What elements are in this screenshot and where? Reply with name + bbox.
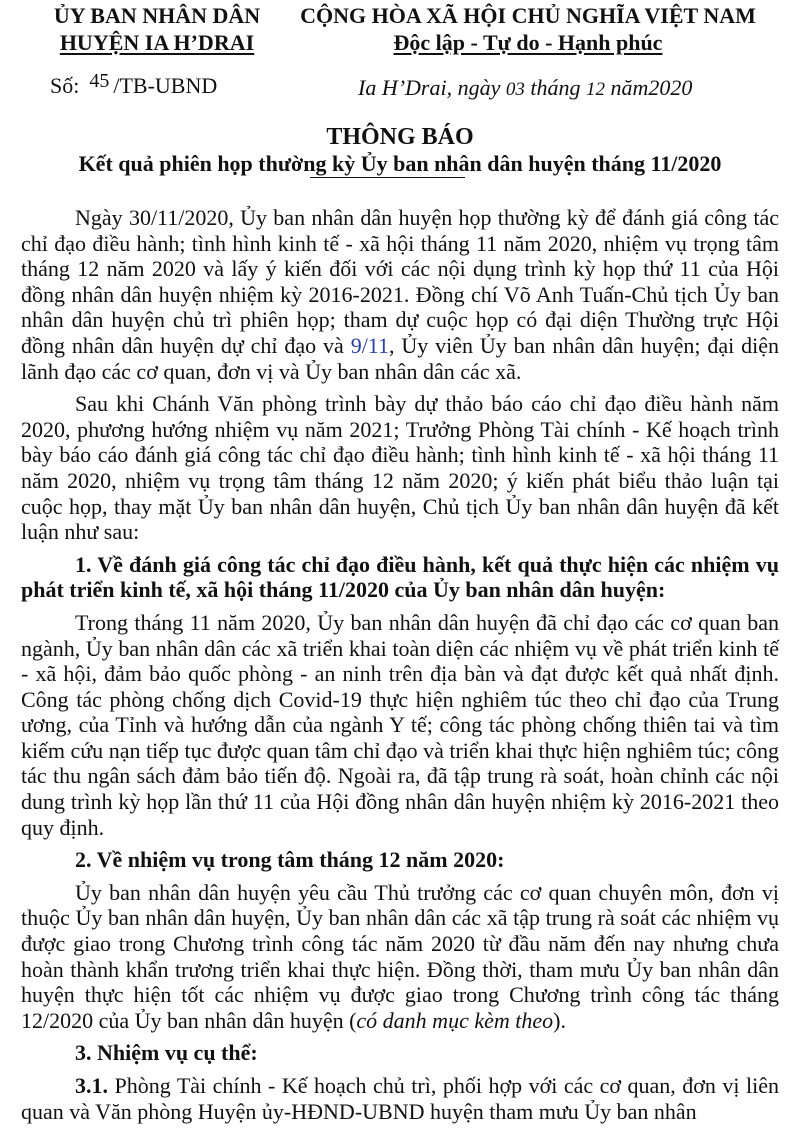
paragraph-section-2-italic: có danh mục kèm theo — [356, 1007, 554, 1033]
section-heading-3: 3. Nhiệm vụ cụ thể: — [75, 1040, 258, 1066]
dateline-day: 03 — [505, 79, 525, 100]
paragraph-section-2 — [21, 880, 779, 1034]
paragraph-3-1 — [21, 1073, 779, 1124]
subtitle-underline — [310, 177, 465, 178]
org-line-1: ỦY BAN NHÂN DÂN — [53, 3, 261, 28]
doc-number-label: Số: — [50, 73, 80, 98]
org-line-2: HUYỆN IA H’DRAI — [59, 30, 255, 55]
paragraph-section-1: Trong tháng 11 năm 2020, Ủy ban nhân dân huyện đã chỉ đạo các cơ quan ban ngành, Ủy ban nhân dân các xã triển khai toàn diện các nhiệm vụ về phát triển kinh tế - xã hội, đảm bảo quốc phòng - an ninh trên địa bàn và đạt được kết quả nhất định. Công tác phòng chống dịch Covid-19 thực hiện nghiêm túc theo chỉ đạo của Trung ương, của Tỉnh và hướng dẫn của ngành Y tế; công tác phòng chống thiên tai và tìm kiếm cứu nạn tiếp tục được quan tâm chỉ đạo và triển khai thực hiện nghiêm túc; công tác thu ngân sách đảm bảo tiến độ. Ngoài ra, đã tập trung rà soát, hoàn chỉnh các nội dung trình kỳ họp lần thứ 11 của Hội đồng nhân dân huyện nhiệm kỳ 2016-2021 theo quy định. — [21, 609, 779, 840]
document-body — [21, 205, 779, 1131]
paragraph-intro — [21, 205, 779, 384]
dateline-mid: tháng — [524, 75, 586, 100]
paragraph-section-2-text-a: Ủy ban nhân dân huyện yêu cầu Thủ trưởng các cơ quan chuyên môn, đơn vị thuộc Ủy ban nhân dân huyện, Ủy ban nhân dân các xã tập trung rà soát các nhiệm vụ được giao trong Chương trình công tác năm 2020 từ đầu năm đến nay nhưng chưa hoàn thành khẩn trương triển khai thực hiện. Đồng thời, tham mưu Ủy ban nhân dân huyện thực hiện tốt các nhiệm vụ được giao trong Chương trình công tác tháng 12/2020 của Ủy ban nhân dân huyện ( — [21, 879, 779, 1033]
doc-number-value: 45 — [89, 70, 110, 92]
national-motto — [278, 2, 778, 56]
section-heading-1: 1. Về đánh giá công tác chỉ đạo điều hành, kết quả thực hiện các nhiệm vụ phát triển kinh tế, xã hội tháng 11/2020 của Ủy ban nhân dân huyện: — [21, 551, 779, 603]
paragraph-intro-text-b: , Ủy viên Ủy ban nhân dân huyện; đại diện lãnh đạo các cơ quan, đơn vị và Ủy ban nhân dân các xã. — [21, 332, 780, 384]
dateline-year: năm2020 — [605, 75, 693, 100]
paragraph-3-1-label: 3.1. — [75, 1073, 108, 1098]
doc-number-code: /TB-UBND — [113, 73, 218, 98]
dateline — [358, 75, 692, 101]
document-title: THÔNG BÁO — [326, 124, 474, 150]
issuing-organization — [22, 2, 292, 56]
document-number — [50, 72, 217, 101]
nation-line-1: CỘNG HÒA XÃ HỘI CHỦ NGHĨA VIỆT NAM — [300, 3, 756, 28]
dateline-place: Ia H’Drai, ngày — [358, 75, 506, 100]
section-heading-2: 2. Về nhiệm vụ trong tâm tháng 12 năm 2020: — [75, 847, 505, 873]
document-subtitle: Kết quả phiên họp thường kỳ Ủy ban nhân dân huyện tháng 11/2020 — [78, 151, 722, 176]
paragraph-intro-text-a: Ngày 30/11/2020, Ủy ban nhân dân huyện họp thường kỳ để đánh giá công tác chỉ đạo điều hành; tình hình kinh tế - xã hội tháng 11 năm 2020, nhiệm vụ trọng tâm tháng 12 năm 2020 và lấy ý kiến đối với các nội dụng trình kỳ họp thứ 11 của Hội đồng nhân dân huyện nhiệm kỳ 2016-2021. Đồng chí Võ Anh Tuấn-Chủ tịch Ủy ban nhân dân huyện chủ trì phiên họp; tham dự cuộc họp có đại diện Thường trực Hội đồng nhân dân huyện dự chỉ đạo và — [21, 205, 779, 358]
reference-link: 9/11 — [350, 332, 389, 358]
paragraph-context: Sau khi Chánh Văn phòng trình bày dự thảo báo cáo chỉ đạo điều hành năm 2020, phương hướng nhiệm vụ năm 2021; Trưởng Phòng Tài chính - Kế hoạch trình bày báo cáo đánh giá công tác chỉ đạo điều hành; tình hình kinh tế - xã hội tháng 11 năm 2020, nhiệm vụ trọng tâm tháng 12 năm 2020; ý kiến phát biểu thảo luận tại cuộc họp, thay mặt Ủy ban nhân dân huyện, Chủ tịch Ủy ban nhân dân huyện đã kết luận như sau: — [21, 391, 779, 545]
nation-line-2: Độc lập - Tự do - Hạnh phúc — [393, 30, 663, 55]
paragraph-3-1-text: Phòng Tài chính - Kế hoạch chủ trì, phối hợp với các cơ quan, đơn vị liên quan và Văn phòng Huyện ủy-HĐND-UBND huyện tham mưu Ủy ban nhân — [21, 1073, 779, 1124]
paragraph-section-2-text-b: ). — [553, 1007, 566, 1033]
dateline-month: 12 — [586, 79, 605, 100]
